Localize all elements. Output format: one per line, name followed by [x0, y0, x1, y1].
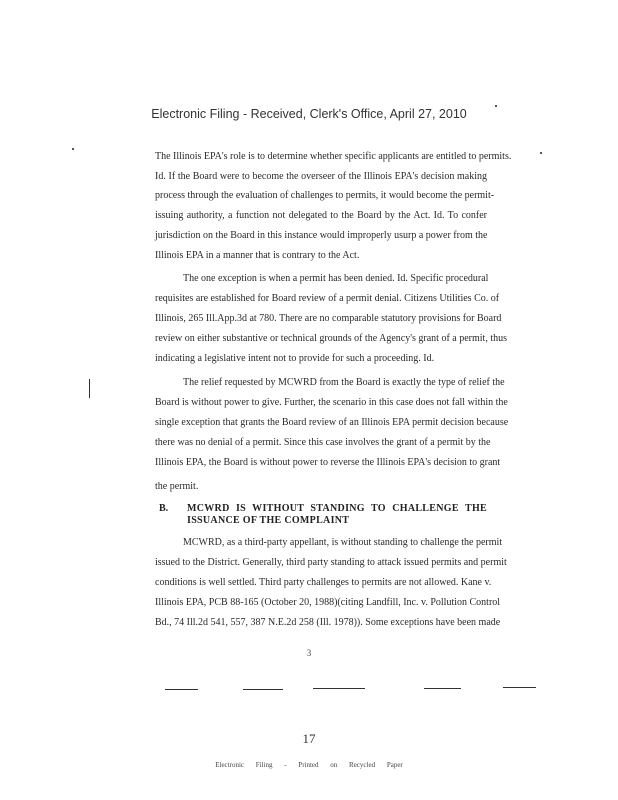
section-heading: ISSUANCE OF THE COMPLAINT: [187, 515, 350, 526]
body-line: single exception that grants the Board review of an Illinois EPA permit decision because: [155, 417, 509, 428]
body-line: issued to the District. Generally, third party standing to attack issued permits and permit: [155, 557, 507, 568]
section-letter: B.: [159, 503, 169, 514]
body-line: the permit.: [155, 481, 199, 492]
scan-speck: [72, 148, 74, 150]
body-line: there was no denial of a permit. Since this case involves the grant of a permit by the: [155, 437, 491, 448]
body-line: requisites are established for Board review of a permit denial. Citizens Utilities Co. of: [155, 293, 500, 304]
body-line: Bd., 74 Ill.2d 541, 557, 387 N.E.2d 258 (Ill. 1978)). Some exceptions have been made: [155, 617, 501, 628]
body-line: The one exception is when a permit has been denied. Id. Specific procedural: [183, 273, 489, 284]
body-line: jurisdiction on the Board in this instance would improperly usurp a power from the: [155, 230, 488, 241]
section-heading: MCWRD IS WITHOUT STANDING TO CHALLENGE THE: [187, 503, 487, 514]
body-line: issuing authority, a function not delegated to the Board by the Act. Id. To confer: [155, 210, 487, 221]
scan-speck: [540, 152, 542, 154]
signature-rule: [243, 689, 283, 690]
body-line: Illinois, 265 Ill.App.3d at 780. There are no comparable statutory provisions for Board: [155, 313, 502, 324]
signature-rule: [165, 689, 198, 690]
scan-speck: [495, 105, 497, 107]
body-line: MCWRD, as a third-party appellant, is without standing to challenge the permit: [183, 537, 503, 548]
scan-mark: [89, 379, 90, 398]
bottom-page-number: 17: [302, 731, 316, 746]
body-line: review on either substantive or technical grounds of the Agency's grant of a permit, thus: [155, 333, 507, 344]
body-line: Board is without power to give. Further, the scenario in this case does not fall within the: [155, 397, 508, 408]
body-line: Illinois EPA in a manner that is contrary to the Act.: [155, 250, 360, 261]
signature-rule: [424, 688, 461, 689]
filing-stamp-header: Electronic Filing - Received, Clerk's Office, April 27, 2010: [151, 107, 467, 121]
body-line: The relief requested by MCWRD from the Board is exactly the type of relief the: [183, 377, 505, 388]
body-line: The Illinois EPA's role is to determine whether specific applicants are entitled to permits.: [155, 151, 512, 162]
body-line: conditions is well settled. Third party challenges to permits are not allowed. Kane v.: [155, 577, 492, 588]
body-line: Id. If the Board were to become the overseer of the Illinois EPA's decision making: [155, 171, 487, 182]
body-line: process through the evaluation of challenges to permits, it would become the permit-: [155, 190, 495, 201]
signature-rule: [503, 687, 536, 688]
footer-text: Electronic Filing - Printed on Recycled Paper: [215, 761, 403, 769]
body-line: Illinois EPA, the Board is without power to reverse the Illinois EPA's decision to grant: [155, 457, 501, 468]
body-line: Illinois EPA, PCB 88-165 (October 20, 1988)(citing Landfill, Inc. v. Pollution Control: [155, 597, 501, 608]
page-number: 3: [306, 648, 312, 658]
signature-rule: [313, 688, 365, 689]
body-line: indicating a legislative intent not to provide for such a proceeding. Id.: [155, 353, 435, 364]
